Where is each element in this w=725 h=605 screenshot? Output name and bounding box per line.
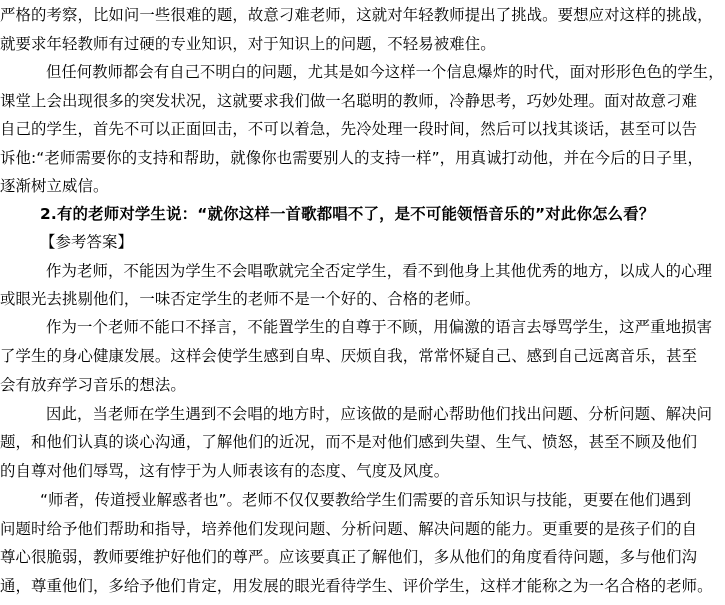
text-line: 了学生的身心健康发展。这样会使学生感到自卑、厌烦自我，常常怀疑自己、感到自己远离音乐，甚至 xyxy=(0,347,698,365)
text-line: 就要求年轻教师有过硬的专业知识，对于知识上的问题，不轻易被难住。 xyxy=(0,35,496,53)
text-line: 作为一个老师不能口不择言，不能置学生的自尊于不顾，用偏激的语言去辱骂学生，这严重地损害 xyxy=(46,318,713,336)
text-line: 逐渐树立威信。 xyxy=(0,177,109,195)
text-line: 的自尊对他们辱骂，这有悖于为人师表该有的态度、气度及风度。 xyxy=(0,462,450,480)
text-line: 诉他:“老师需要你的支持和帮助，就像你也需要别人的支持一样”，用真诚打动他，并在今后的日子里， xyxy=(0,149,704,167)
text-line: 会有放弃学习音乐的想法。 xyxy=(0,376,186,394)
text-line: 题，和他们认真的谈心沟通，了解他们的近况，而不是对他们感到失望、生气、愤怒，甚至不顾及他们 xyxy=(0,433,698,451)
reference-answer-label: 【参考答案】 xyxy=(40,233,133,251)
text-line: 但任何教师都会有自己不明白的问题，尤其是如今这样一个信息爆炸的时代，面对形形色色的学生， xyxy=(46,63,724,81)
text-line: 通，尊重他们，多给予他们肯定，用发展的眼光看待学生、评价学生，这样才能称之为一名合格的老师。 xyxy=(0,577,713,595)
text-line: 问题时给予他们帮助和指导，培养他们发现问题、分析问题、解决问题的能力。更重要的是孩子们的自 xyxy=(0,520,698,538)
question-heading: 2.有的老师对学生说：“就你这样一首歌都唱不了，是不可能领悟音乐的”对此你怎么看？ xyxy=(40,205,655,223)
text-line: 课堂上会出现很多的突发状况，这就要求我们做一名聪明的教师，冷静思考，巧妙处理。面对故意刁难 xyxy=(0,92,698,110)
text-line: 作为老师，不能因为学生不会唱歌就完全否定学生，看不到他身上其他优秀的地方，以成人的心理 xyxy=(46,262,713,280)
text-line: 尊心很脆弱，教师要维护好他们的尊严。应该要真正了解他们，多从他们的角度看待问题，多与他们沟 xyxy=(0,548,698,566)
text-line: 因此，当老师在学生遇到不会唱的地方时，应该做的是耐心帮助他们找出问题、分析问题、解决问 xyxy=(46,405,713,423)
text-line: 严格的考察，比如问一些很难的题，故意刁难老师，这就对年轻教师提出了挑战。要想应对这样的挑战， xyxy=(0,6,713,24)
text-line: 自己的学生，首先不可以正面回击，不可以着急，先冷处理一段时间，然后可以找其谈话，甚至可以告 xyxy=(0,120,698,138)
text-line: 或眼光去挑剔他们，一味否定学生的老师不是一个好的、合格的老师。 xyxy=(0,290,481,308)
text-line: “师者，传道授业解惑者也”。老师不仅仅要教给学生们需要的音乐知识与技能，更要在他们遇到 xyxy=(40,491,692,509)
